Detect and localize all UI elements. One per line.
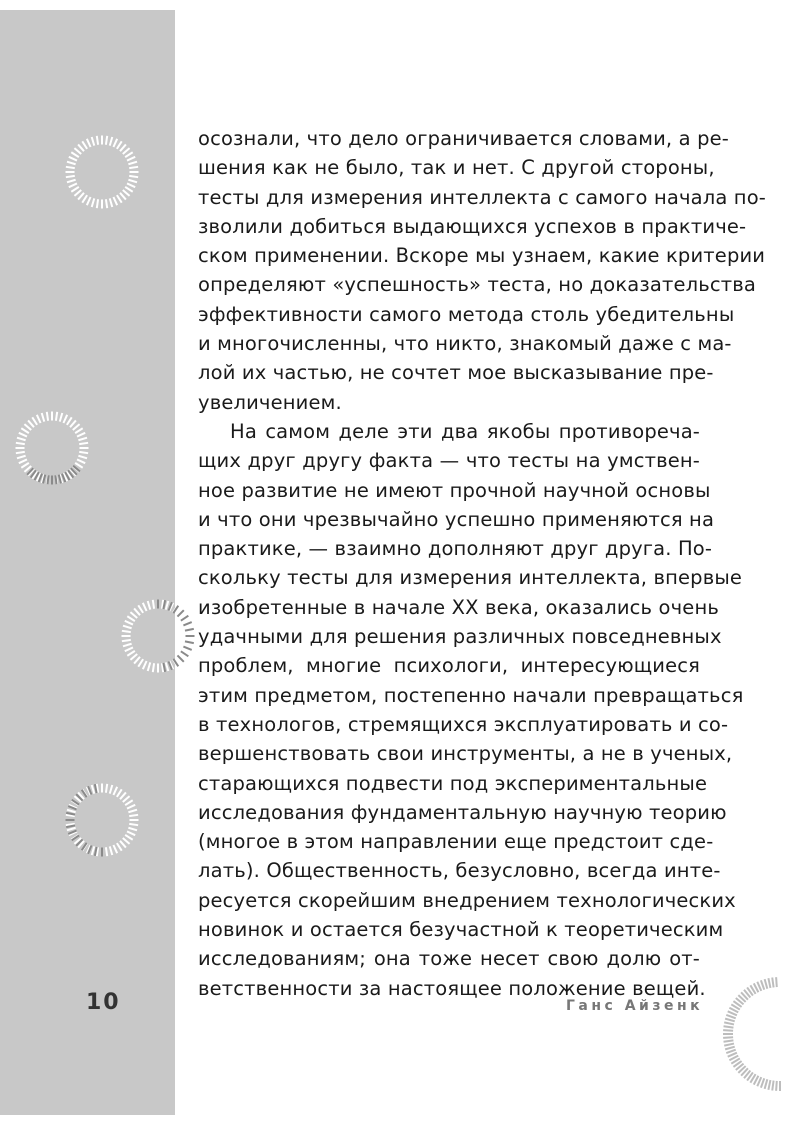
ring-dash <box>125 621 133 625</box>
ring-dash <box>19 433 27 437</box>
text-line: шения как не было, так и нет. С другой стороны, <box>198 156 715 180</box>
ring-dash <box>772 978 773 988</box>
ring-dash <box>128 828 137 831</box>
ring-dash <box>138 659 143 667</box>
page-number: 10 <box>86 990 121 1015</box>
ring-dash <box>110 846 113 855</box>
ring-dash <box>128 180 137 183</box>
ring-dash <box>129 167 138 168</box>
ring-dash <box>78 193 84 200</box>
ring-dash <box>77 459 85 463</box>
ring-dash <box>184 626 193 629</box>
ring-dash <box>82 195 87 203</box>
ring-dash <box>19 459 27 463</box>
ring-dash <box>129 176 138 177</box>
ring-dash <box>97 199 98 208</box>
ring-dash <box>71 187 79 192</box>
ring-dash <box>724 1040 734 1041</box>
ring-dash <box>75 428 83 433</box>
ring-dash <box>725 1019 735 1022</box>
text-line: проблем, многие психологи, интересующиеся <box>198 654 700 678</box>
ring-dash <box>69 183 77 187</box>
ring-dash <box>56 412 57 421</box>
ring-dash <box>67 810 76 813</box>
ring-dash <box>723 1037 733 1038</box>
ring-dash <box>106 199 107 208</box>
ring-dash <box>143 603 147 611</box>
ring-dash <box>117 141 122 149</box>
text-line: и что они чрезвычайно успешно применяются на <box>198 507 715 531</box>
ring-dash <box>117 789 122 797</box>
text-line: определяют «успешность» теста, но доказательства <box>198 273 757 297</box>
ring-dash <box>60 413 63 422</box>
ring-dash <box>134 657 140 664</box>
text-line: щих друг другу факта — что тесты на умствен- <box>198 449 700 473</box>
ring-dash <box>127 831 135 835</box>
ring-dash <box>776 1081 777 1091</box>
ring-dash <box>78 144 84 151</box>
ring-dash <box>129 815 138 816</box>
ring-dash <box>148 662 151 671</box>
ring-dash <box>768 978 770 988</box>
ring-dash <box>92 137 95 146</box>
ring-dash <box>120 193 126 200</box>
ring-dash <box>79 443 88 444</box>
ring-dash <box>71 152 79 157</box>
ring-dash <box>724 1022 734 1024</box>
ring-dash <box>21 428 29 433</box>
ring-dash <box>70 420 76 427</box>
ring-dash <box>42 413 45 422</box>
ring-dash <box>125 152 133 157</box>
ring-dash <box>127 157 135 161</box>
ring-dash <box>125 835 133 840</box>
ring-dash <box>123 838 130 844</box>
decorative-ring-4 <box>62 780 142 860</box>
ring-dash <box>66 167 75 168</box>
text-line: исследования фундаментальную научную теорию <box>198 800 727 824</box>
text-line: осознали, что дело ограничивается словами, а ре- <box>198 127 729 150</box>
ring-dash <box>123 644 132 647</box>
ring-dash <box>24 424 31 430</box>
text-line: ветственности за настоящее положение вещей. <box>198 976 706 1000</box>
ring-dash <box>166 601 169 610</box>
ring-dash <box>153 663 154 672</box>
ring-dash <box>148 601 151 610</box>
ring-dash <box>122 631 131 632</box>
ring-dash <box>77 433 85 437</box>
ring-dash <box>32 417 37 425</box>
ring-dash <box>110 198 113 207</box>
ring-dash <box>125 187 133 192</box>
ring-dash <box>16 452 25 453</box>
ring-dash <box>87 139 91 147</box>
ring-dash <box>117 843 122 851</box>
ring-dash <box>55 475 56 484</box>
ring-dash <box>92 785 95 794</box>
text-line: На самом деле эти два якобы противореча- <box>230 419 700 443</box>
ring-dash <box>726 1050 735 1053</box>
ring-dash <box>123 626 132 629</box>
ring-dash <box>130 612 137 618</box>
ring-dash <box>761 1078 764 1087</box>
decorative-ring-5 <box>718 964 788 1104</box>
ring-dash <box>82 141 87 149</box>
ring-dash <box>73 424 80 430</box>
ring-dash <box>113 787 117 795</box>
text-line: зволили добиться выдающихся успехов в практиче- <box>198 214 747 238</box>
ring-dash <box>67 417 72 425</box>
ring-dash <box>63 415 67 423</box>
ring-dash <box>143 661 147 669</box>
ring-dash <box>765 1079 768 1089</box>
ring-dash <box>78 438 87 441</box>
text-line: этим предметом, постепенно начали превращаться <box>198 683 744 707</box>
ring-dash <box>120 792 126 799</box>
text-line: старающихся подвести под экспериментальные <box>198 771 708 795</box>
ring-dash <box>113 197 117 205</box>
ring-dash <box>47 412 48 421</box>
text-line: удачными для решения различных повседневных <box>198 625 722 649</box>
ring-dash <box>92 846 95 855</box>
ring-dash <box>153 600 154 609</box>
ring-dash <box>120 144 126 151</box>
ring-dash <box>97 136 98 145</box>
ring-dash <box>67 162 76 165</box>
text-line: увеличением. <box>198 390 342 414</box>
ring-dash <box>47 475 48 484</box>
text-line: лать). Общественность, безусловно, всегда инте- <box>198 859 721 883</box>
ring-dash <box>123 148 130 154</box>
ring-dash <box>106 136 107 145</box>
ring-dash <box>117 195 122 203</box>
ring-dash <box>129 824 138 825</box>
ring-dash <box>776 977 777 987</box>
text-line: тесты для измерения интеллекта с самого начала по- <box>198 185 766 209</box>
ring-dash <box>134 608 140 615</box>
ring-dash <box>125 647 133 651</box>
text-line: ском применении. Вскоре мы узнаем, какие критерии <box>198 244 766 268</box>
ring-dash <box>69 157 77 161</box>
ring-dash <box>127 183 135 187</box>
ring-dash <box>724 1044 734 1046</box>
ring-dash <box>16 443 25 444</box>
ring-dash <box>67 828 76 831</box>
ring-dash <box>75 463 83 468</box>
ring-dash <box>92 198 95 207</box>
decorative-ring-1 <box>62 132 142 212</box>
text-line: изобретенные в начале XX века, оказались очень <box>198 595 719 619</box>
ring-dash <box>17 438 26 441</box>
ring-dash <box>130 654 137 660</box>
ring-dash <box>725 1047 735 1050</box>
ring-dash <box>184 644 193 647</box>
ring-dash <box>110 785 113 794</box>
ring-dash <box>768 1080 770 1090</box>
ring-dash <box>110 137 113 146</box>
ring-dash <box>723 1030 733 1031</box>
paragraph-1 <box>198 124 766 417</box>
decorative-ring-2 <box>12 408 92 488</box>
ring-dash <box>128 810 137 813</box>
text-line: и многочисленны, что никто, знакомый даже с ма- <box>198 332 732 356</box>
ring-dash <box>127 616 135 621</box>
text-line: практике, — взаимно дополняют друг друга. По- <box>198 537 713 561</box>
ring-dash <box>123 190 130 196</box>
ring-dash <box>120 841 126 848</box>
ring-dash <box>166 662 169 671</box>
ring-dash <box>772 1081 773 1091</box>
ring-dash <box>128 162 137 165</box>
text-line: ресуется скорейшим внедрением технологических <box>198 888 736 912</box>
ring-dash <box>17 456 26 459</box>
ring-dash <box>66 176 75 177</box>
ring-dash <box>113 845 117 853</box>
text-line: новинок и остается безучастной к теоретическим <box>198 918 724 942</box>
ring-dash <box>87 197 91 205</box>
ring-dash <box>726 1015 735 1018</box>
ring-dash <box>765 979 768 989</box>
ring-dash <box>74 148 81 154</box>
ring-dash <box>37 415 41 423</box>
text-line: в технологов, стремящихся эксплуатировать и со- <box>198 712 729 736</box>
ring-dash <box>106 847 107 856</box>
ring-dash <box>138 605 143 613</box>
text-line: исследованиям; она тоже несет свою долю от- <box>198 947 700 971</box>
ring-dash <box>127 651 135 656</box>
paragraph-2 <box>198 417 744 1003</box>
running-footer-author: Ганс Айзенк <box>566 998 704 1014</box>
ring-dash <box>79 452 88 453</box>
ring-dash <box>28 420 34 427</box>
ring-dash <box>78 456 87 459</box>
ring-dash <box>724 1026 734 1027</box>
ring-dash <box>106 784 107 793</box>
ring-dash <box>21 463 29 468</box>
decorative-ring-3 <box>118 596 198 676</box>
ring-dash <box>127 805 135 809</box>
text-line: вершенствовать свои инструменты, а не в ученых, <box>198 742 733 766</box>
text-line: эффективности самого метода столь убедительны <box>198 302 735 326</box>
text-line: ное развитие не имеют прочной научной основы <box>198 478 711 502</box>
ring-dash <box>761 980 764 989</box>
ring-dash <box>67 180 76 183</box>
ring-dash <box>74 190 81 196</box>
body-text <box>198 124 766 1003</box>
text-line: скольку тесты для измерения интеллекта, впервые <box>198 566 743 590</box>
ring-dash <box>125 800 133 805</box>
ring-dash <box>113 139 117 147</box>
ring-dash <box>122 640 131 641</box>
ring-dash <box>123 796 130 802</box>
text-line: (многое в этом направлении еще предстоит сде- <box>198 830 714 854</box>
text-line: лой их частью, не сочтет мое высказывание пре- <box>198 361 714 385</box>
